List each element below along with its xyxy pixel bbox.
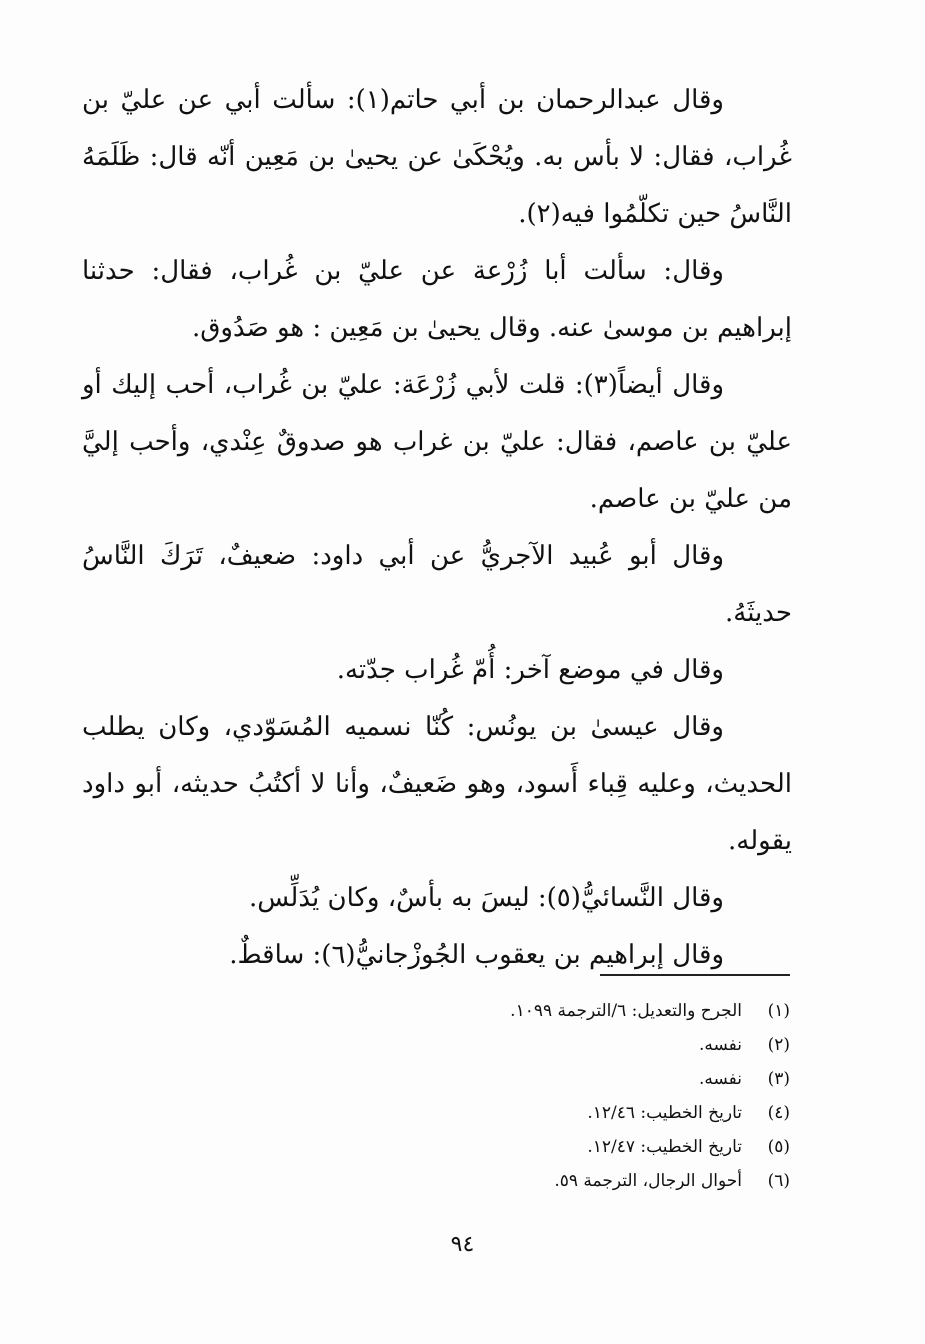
paragraph-ajurri: وقال أبو عُبيد الآجريُّ عن أبي داود: ضعيفٌ، تَرَكَ النَّاسُ حديثَهُ. — [82, 541, 792, 628]
footnote-text: أحوال الرجال، الترجمة ٥٩. — [554, 1171, 742, 1191]
footnote-item — [150, 1096, 790, 1130]
main-text — [82, 72, 792, 984]
paragraph-another-place: وقال في موضع آخر: أُمّ غُراب جدّته. — [336, 655, 724, 685]
paragraph-isa-ibn-yunus: وقال عيسىٰ بن يونُس: كُنّا نسميه المُسَوّدي، وكان يطلب الحديث، وعليه قِباء أَسود، وهو ضَعيفٌ، وأنا لا أكتُبُ حديثه، أبو داود يقوله. — [82, 712, 792, 856]
paragraph-ibn-abi-hatim: وقال عبدالرحمان بن أبي حاتم(١): سألت أبي عن عليّ بن غُراب، فقال: لا بأس به. ويُحْكَىٰ عن يحيىٰ بن مَعِين أنّه قال: ظَلَمَهُ النَّاسُ حين تكلّمُوا فيه(٢). — [82, 85, 792, 229]
footnote-text: تاريخ الخطيب: ١٢/٤٦. — [587, 1103, 742, 1123]
footnote-number: (٦) — [767, 1171, 790, 1191]
footnote-number: (٣) — [767, 1069, 790, 1089]
footnote-number: (٥) — [767, 1137, 790, 1157]
footnote-item — [150, 994, 790, 1028]
paragraph-abu-zura: وقال: سألت أبا زُرْعة عن عليّ بن غُراب، فقال: حدثنا إبراهيم بن موسىٰ عنه. وقال يحيىٰ بن مَعِين : هو صَدُوق. — [82, 256, 792, 343]
paragraph-also-said: وقال أيضاً(٣): قلت لأبي زُرْعَة: عليّ بن غُراب، أحب إليك أو عليّ بن عاصم، فقال: عليّ بن غراب هو صدوقٌ عِنْدي، وأحب إليَّ من عليّ بن عاصم. — [82, 370, 792, 514]
page-number: ٩٤ — [450, 1232, 475, 1257]
footnote-text: نفسه. — [698, 1035, 742, 1055]
footnote-item — [150, 1028, 790, 1062]
footnote-item — [150, 1130, 790, 1164]
footnote-text: تاريخ الخطيب: ١٢/٤٧. — [587, 1137, 742, 1157]
paragraph-juzjani: وقال إبراهيم بن يعقوب الجُوزْجانيُّ(٦): ساقطٌ. — [229, 940, 724, 970]
footnote-number: (٢) — [767, 1035, 790, 1055]
footnotes — [150, 994, 790, 1198]
footnote-item — [150, 1164, 790, 1198]
footnote-text: الجرح والتعديل: ٦/الترجمة ١٠٩٩. — [510, 1001, 742, 1021]
footnote-item — [150, 1062, 790, 1096]
footnote-number: (٤) — [767, 1103, 790, 1123]
footnote-separator — [600, 974, 790, 976]
footnote-number: (١) — [767, 1001, 790, 1021]
footnote-text: نفسه. — [698, 1069, 742, 1089]
paragraph-nasai: وقال النَّسائيُّ(٥): ليسَ به بأسٌ، وكان يُدَلِّس. — [249, 883, 724, 913]
